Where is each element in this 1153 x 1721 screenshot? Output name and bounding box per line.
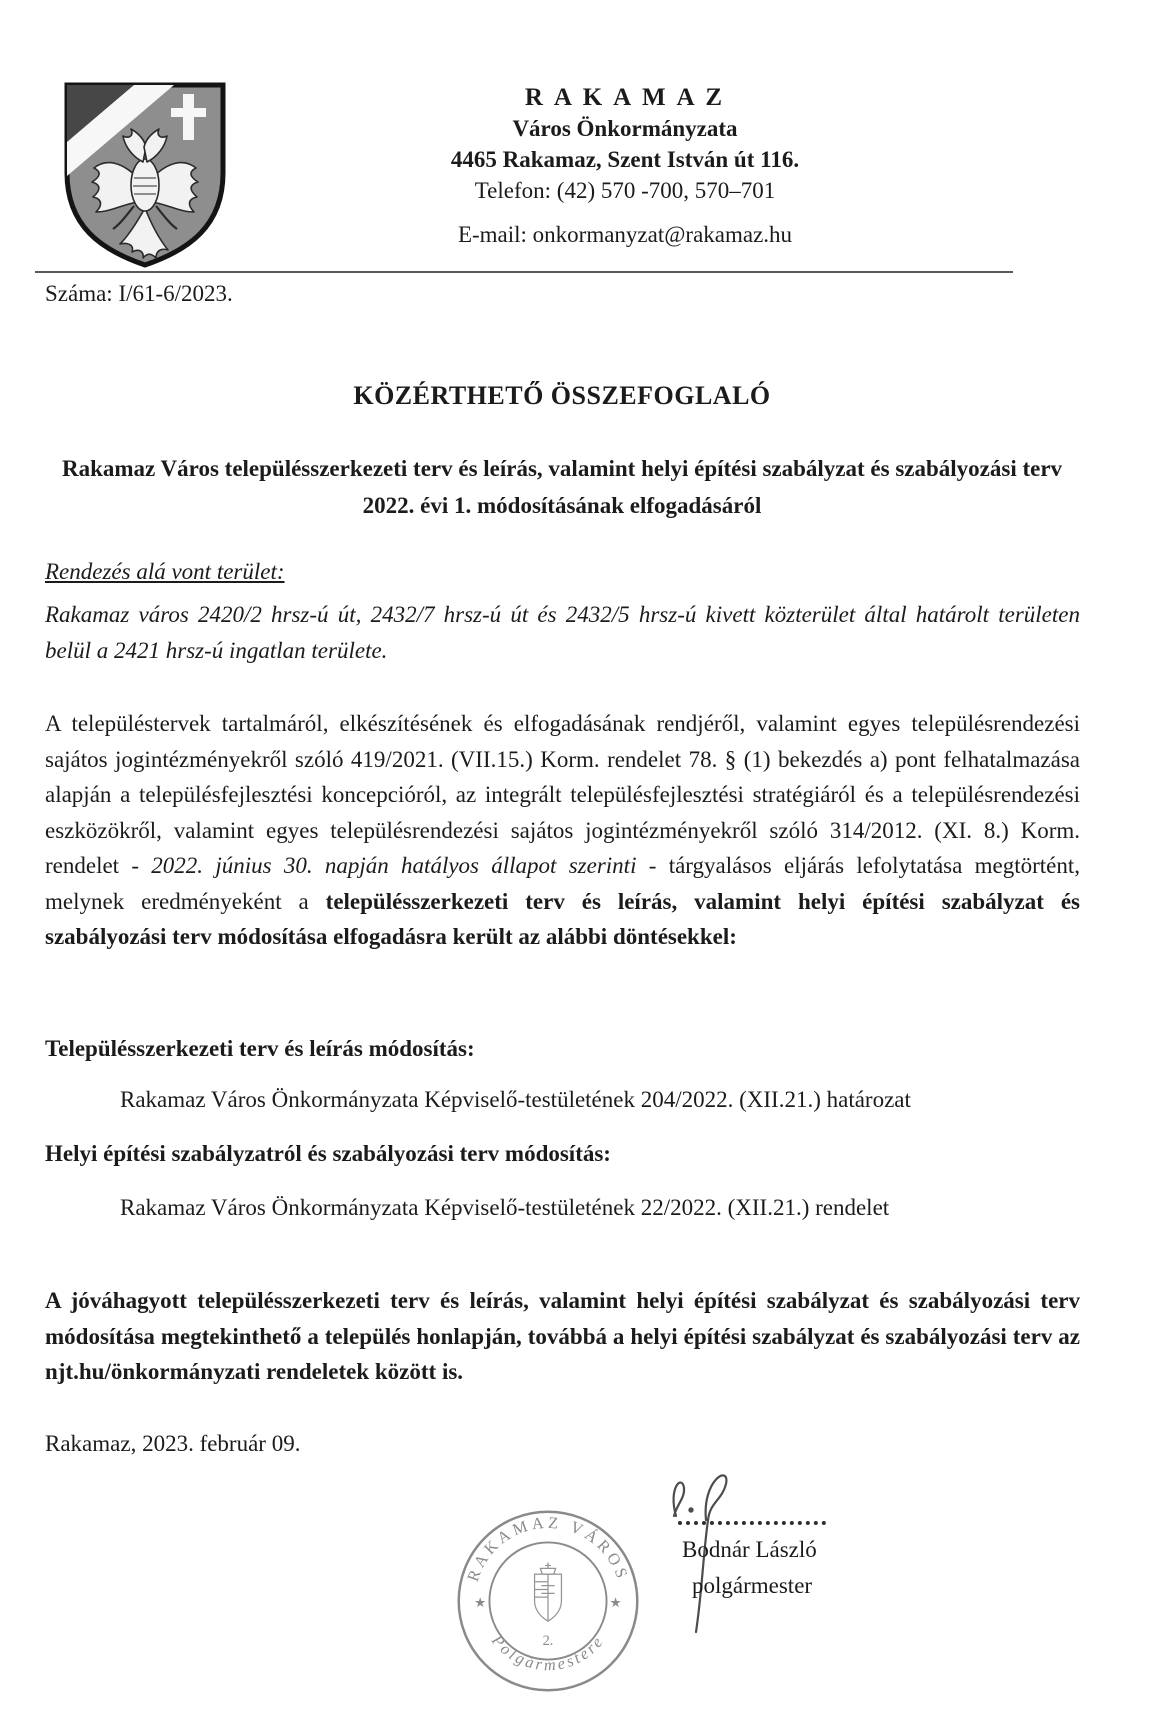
org-phone: Telefon: (42) 570 -700, 570–701: [474, 178, 776, 203]
municipal-crest-icon: [60, 78, 230, 272]
org-email: E-mail: onkormanyzat@rakamaz.hu: [457, 222, 793, 247]
seal-star-left-icon: ★: [474, 1594, 487, 1610]
signatory-role: polgármester: [692, 1573, 813, 1598]
signature-dotted-line: [678, 1499, 826, 1525]
city-name: R A K A M A Z: [524, 84, 726, 111]
signatory-name: Bodnár László: [682, 1537, 817, 1562]
org-name: Város Önkormányzata: [512, 116, 738, 141]
seal-center-number: 2.: [542, 1633, 554, 1650]
main-paragraph-italic: 2022. június 30. napján hatályos állapot szerinti: [151, 853, 637, 878]
seal-center-emblem-icon: [535, 1563, 562, 1622]
dateline: Rakamaz, 2023. február 09.: [45, 1431, 301, 1456]
main-paragraph: [45, 706, 1080, 955]
letterhead: [230, 82, 1020, 250]
document-subtitle: Rakamaz Város településszerkezeti terv és leírás, valamint helyi építési szabályzat és szabályozási terv 2022. évi 1. módosításának elfogadásáról: [61, 456, 1063, 518]
reference-number: Száma: I/61-6/2023.: [45, 281, 233, 306]
official-seal-stamp-icon: [452, 1505, 644, 1697]
svg-text:RAKAMAZ VÁROS: [463, 1513, 633, 1584]
area-section-body: Rakamaz város 2420/2 hrsz-ú út, 2432/7 hrsz-ú út és 2432/5 hrsz-ú kivett közterület által határolt területen belül a 2421 hrsz-ú ingatlan területe.: [45, 602, 1080, 663]
main-paragraph-normal-2: - tárgyalásos eljárás lefolytatása megtörtént, melynek eredményeként a: [45, 853, 1080, 914]
decision-item-decree: Rakamaz Város Önkormányzata Képviselő-testületének 22/2022. (XII.21.) rendelet: [120, 1195, 890, 1220]
decision-heading-building-code: Helyi építési szabályzatról és szabályozási terv módosítás:: [45, 1141, 611, 1166]
decision-item-resolution: Rakamaz Város Önkormányzata Képviselő-testületének 204/2022. (XII.21.) határozat: [120, 1087, 911, 1112]
closing-paragraph: A jóváhagyott településszerkezeti terv és leírás, valamint helyi építési szabályzat és szabályozási terv módosítása megtekinthető a település honlapján, továbbá a helyi építési szabályzat és szabályozási terv az njt.hu/önkormányzati rendeletek között is.: [45, 1288, 1080, 1384]
header-divider: [35, 271, 1013, 273]
seal-arc-bottom-text: Polgármestere: [487, 1630, 609, 1675]
decision-heading-structure-plan: Településszerkezeti terv és leírás módosítás:: [45, 1036, 475, 1061]
document-title: KÖZÉRTHETŐ ÖSSZEFOGLALÓ: [353, 381, 771, 410]
main-paragraph-normal-1: A településtervek tartalmáról, elkészítésének és elfogadásának rendjéről, valamint egyes településrendezési sajátos jogintézményekről szóló 419/2021. (VII.15.) Korm. rendelet 78. § (1) bekezdés a) pont felhatalmazása alapján a településfejlesztési koncepcióról, az integrált településfejlesztési stratégiáról és a településrendezési eszközökről, valamint egyes településrendezési sajátos jogintézményekről szóló 314/2012. (XI. 8.) Korm. rendelet -: [45, 711, 1080, 878]
seal-star-right-icon: ★: [609, 1594, 622, 1610]
org-address: 4465 Rakamaz, Szent István út 116.: [450, 147, 800, 172]
main-paragraph-bold: településszerkezeti terv és leírás, valamint helyi építési szabályzat és szabályozási terv módosítása elfogadásra került az alábbi döntésekkel:: [45, 888, 1080, 949]
seal-arc-top-text: RAKAMAZ VÁROS: [463, 1512, 633, 1584]
area-section-heading: Rendezés alá vont terület:: [45, 559, 285, 584]
